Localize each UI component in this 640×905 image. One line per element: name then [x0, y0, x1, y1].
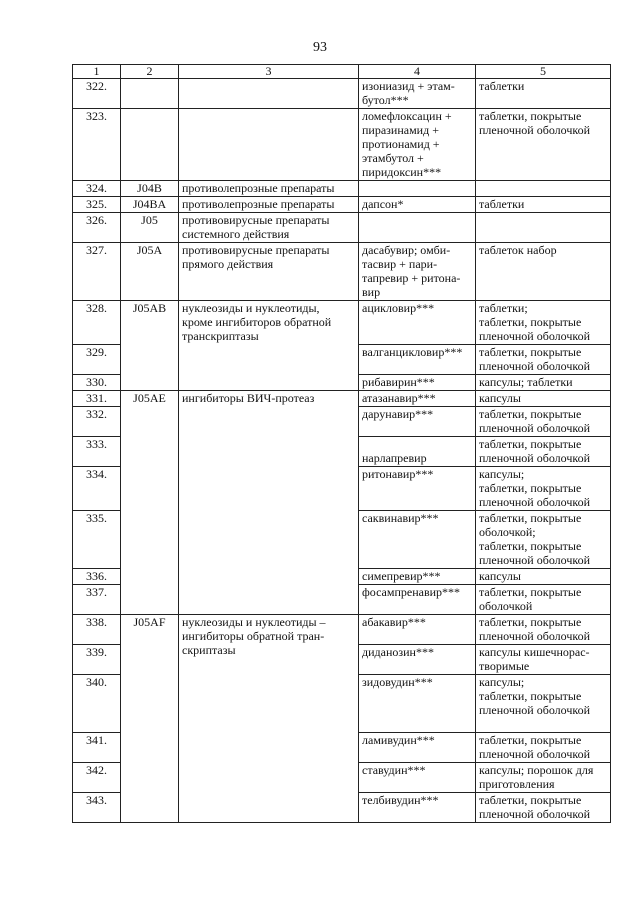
- cell-line: рибавирин***: [362, 375, 435, 389]
- group-name-cell: [179, 213, 359, 243]
- row-number: 329.: [86, 345, 107, 359]
- cell-line: ломефлоксацин +: [362, 109, 452, 123]
- atc-code: J05AE: [133, 391, 166, 405]
- cell-line: пленочной оболочкой: [479, 451, 591, 465]
- cell-line: вир: [362, 285, 381, 299]
- cell-line: дапсон*: [362, 197, 404, 211]
- table-body: [73, 79, 611, 823]
- group-name-cell: [179, 391, 359, 615]
- row-number: 337.: [86, 585, 107, 599]
- row-number: 331.: [86, 391, 107, 405]
- cell-line: пленочной оболочкой: [479, 123, 591, 137]
- cell-line: ставудин***: [362, 763, 426, 777]
- dosage-form-cell: [476, 675, 611, 733]
- cell-line: скриптазы: [182, 643, 236, 657]
- row-number: 325.: [86, 197, 107, 211]
- table-row: [73, 243, 611, 301]
- medicine-cell: [359, 511, 476, 569]
- row-number: 341.: [86, 733, 107, 747]
- cell-line: пленочной оболочкой: [479, 329, 591, 343]
- row-number-cell: [73, 243, 121, 301]
- row-number-cell: [73, 79, 121, 109]
- dosage-form-cell: [476, 79, 611, 109]
- dosage-form-cell: [476, 645, 611, 675]
- row-number: 330.: [86, 375, 107, 389]
- cell-line: таблетки, покрытые: [479, 733, 582, 747]
- row-number: 324.: [86, 181, 107, 195]
- cell-line: пиридоксин***: [362, 165, 442, 179]
- group-name-cell: [179, 243, 359, 301]
- atc-code-cell: [121, 243, 179, 301]
- medicine-cell: [359, 197, 476, 213]
- group-name-cell: [179, 109, 359, 181]
- cell-line: таблетки: [479, 197, 525, 211]
- cell-line: таблетки, покрытые: [479, 539, 582, 553]
- cell-line: зидовудин***: [362, 675, 433, 689]
- medicine-cell: [359, 437, 476, 467]
- medicine-cell: [359, 181, 476, 197]
- cell-line: капсулы: [479, 569, 521, 583]
- atc-code-cell: [121, 391, 179, 615]
- medicine-cell: [359, 733, 476, 763]
- dosage-form-cell: [476, 467, 611, 511]
- row-number-cell: [73, 407, 121, 437]
- table-row: [73, 79, 611, 109]
- dosage-form-cell: [476, 197, 611, 213]
- medicine-cell: [359, 407, 476, 437]
- cell-line: пленочной оболочкой: [479, 747, 591, 761]
- dosage-form-cell: [476, 793, 611, 823]
- dosage-form-cell: [476, 407, 611, 437]
- cell-line: противовирусные препараты: [182, 213, 330, 227]
- table-row: [73, 301, 611, 345]
- cell-line: таблетки, покрытые: [479, 585, 582, 599]
- medicine-cell: [359, 109, 476, 181]
- row-number: 343.: [86, 793, 107, 807]
- dosage-form-cell: [476, 615, 611, 645]
- dosage-form-cell: [476, 301, 611, 345]
- cell-line: этамбутол +: [362, 151, 424, 165]
- atc-code-cell: [121, 181, 179, 197]
- atc-code-cell: [121, 615, 179, 823]
- cell-line: таблетки, покрытые: [479, 437, 582, 451]
- row-number: 327.: [86, 243, 107, 257]
- dosage-form-cell: [476, 391, 611, 407]
- cell-line: телбивудин***: [362, 793, 439, 807]
- row-number: 340.: [86, 675, 107, 689]
- row-number-cell: [73, 585, 121, 615]
- cell-line: таблетки, покрытые: [479, 345, 582, 359]
- cell-line: таблетки, покрытые: [479, 109, 582, 123]
- medicine-cell: [359, 391, 476, 407]
- cell-line: дасабувир; омби-: [362, 243, 451, 257]
- atc-code: J05AF: [133, 615, 166, 629]
- cell-line: противолепрозные препараты: [182, 181, 335, 195]
- cell-line: пленочной оболочкой: [479, 703, 591, 717]
- cell-line: таблетки, покрытые: [479, 615, 582, 629]
- cell-line: саквинавир***: [362, 511, 439, 525]
- column-header: 5: [476, 65, 611, 79]
- atc-code-cell: [121, 301, 179, 391]
- cell-line: таблетки, покрытые: [479, 315, 582, 329]
- medicine-cell: [359, 243, 476, 301]
- cell-line: тасвир + пари-: [362, 257, 438, 271]
- medicine-cell: [359, 675, 476, 733]
- atc-code-cell: [121, 109, 179, 181]
- cell-line: оболочкой;: [479, 525, 536, 539]
- cell-line: капсулы: [479, 391, 521, 405]
- cell-line: нуклеозиды и нуклеотиды,: [182, 301, 320, 315]
- row-number-cell: [73, 197, 121, 213]
- cell-line: атазанавир***: [362, 391, 436, 405]
- cell-line: таблетки, покрытые: [479, 481, 582, 495]
- column-header: 3: [179, 65, 359, 79]
- dosage-form-cell: [476, 375, 611, 391]
- group-name-cell: [179, 301, 359, 391]
- row-number-cell: [73, 437, 121, 467]
- row-number-cell: [73, 213, 121, 243]
- medicine-cell: [359, 301, 476, 345]
- table-row: [73, 213, 611, 243]
- row-number-cell: [73, 345, 121, 375]
- medicine-cell: [359, 79, 476, 109]
- column-header: 2: [121, 65, 179, 79]
- cell-line: нуклеозиды и нуклеотиды –: [182, 615, 326, 629]
- row-number: 342.: [86, 763, 107, 777]
- cell-line: изониазид + этам-: [362, 79, 455, 93]
- cell-line: ацикловир***: [362, 301, 435, 315]
- cell-line: таблетки, покрытые: [479, 689, 582, 703]
- row-number-cell: [73, 793, 121, 823]
- row-number-cell: [73, 569, 121, 585]
- table-row: [73, 109, 611, 181]
- medicine-cell: [359, 345, 476, 375]
- row-number: 332.: [86, 407, 107, 421]
- row-number: 335.: [86, 511, 107, 525]
- dosage-form-cell: [476, 569, 611, 585]
- cell-line: таблетки, покрытые: [479, 407, 582, 421]
- cell-line: пленочной оболочкой: [479, 553, 591, 567]
- row-number-cell: [73, 391, 121, 407]
- cell-line: таблеток набор: [479, 243, 557, 257]
- row-number-cell: [73, 467, 121, 511]
- cell-line: бутол***: [362, 93, 409, 107]
- cell-line: прямого действия: [182, 257, 274, 271]
- dosage-form-cell: [476, 243, 611, 301]
- row-number: 322.: [86, 79, 107, 93]
- dosage-form-cell: [476, 181, 611, 197]
- cell-line: ингибиторы ВИЧ-протеаз: [182, 391, 315, 405]
- cell-line: валганцикловир***: [362, 345, 463, 359]
- column-header: 1: [73, 65, 121, 79]
- row-number-cell: [73, 615, 121, 645]
- row-number-cell: [73, 733, 121, 763]
- cell-line: нарлапревир: [362, 451, 427, 465]
- medicine-cell: [359, 793, 476, 823]
- row-number: 339.: [86, 645, 107, 659]
- page-number: 93: [313, 40, 327, 55]
- dosage-form-cell: [476, 733, 611, 763]
- dosage-form-cell: [476, 437, 611, 467]
- cell-line: капсулы;: [479, 467, 525, 481]
- row-number-cell: [73, 645, 121, 675]
- cell-line: симепревир***: [362, 569, 441, 583]
- row-number-cell: [73, 375, 121, 391]
- medicine-cell: [359, 763, 476, 793]
- cell-line: протионамид +: [362, 137, 440, 151]
- cell-line: приготовления: [479, 777, 555, 791]
- medicine-cell: [359, 645, 476, 675]
- cell-line: ламивудин***: [362, 733, 435, 747]
- cell-line: пленочной оболочкой: [479, 359, 591, 373]
- cell-line: пленочной оболочкой: [479, 421, 591, 435]
- cell-line: абакавир***: [362, 615, 426, 629]
- table-row: [73, 391, 611, 407]
- cell-line: противолепрозные препараты: [182, 197, 335, 211]
- cell-line: транскриптазы: [182, 329, 259, 343]
- medicines-table: [72, 64, 611, 823]
- row-number-cell: [73, 109, 121, 181]
- table-row: [73, 615, 611, 645]
- medicine-cell: [359, 585, 476, 615]
- cell-line: кроме ингибиторов обратной: [182, 315, 332, 329]
- table-row: [73, 181, 611, 197]
- cell-line: ритонавир***: [362, 467, 434, 481]
- row-number-cell: [73, 675, 121, 733]
- cell-line: пиразинамид +: [362, 123, 439, 137]
- medicine-cell: [359, 467, 476, 511]
- row-number-cell: [73, 511, 121, 569]
- atc-code: J05A: [136, 243, 163, 257]
- atc-code-cell: [121, 197, 179, 213]
- dosage-form-cell: [476, 345, 611, 375]
- row-number: 333.: [86, 437, 107, 451]
- column-header: 4: [359, 65, 476, 79]
- medicine-cell: [359, 569, 476, 585]
- cell-line: капсулы кишечнораc-: [479, 645, 590, 659]
- atc-code-cell: [121, 79, 179, 109]
- dosage-form-cell: [476, 511, 611, 569]
- row-number: 328.: [86, 301, 107, 315]
- cell-line: капсулы; порошок для: [479, 763, 594, 777]
- cell-line: оболочкой: [479, 599, 533, 613]
- cell-line: системного действия: [182, 227, 290, 241]
- cell-line: капсулы; таблетки: [479, 375, 573, 389]
- row-number: 336.: [86, 569, 107, 583]
- row-number: 323.: [86, 109, 107, 123]
- medicine-cell: [359, 375, 476, 391]
- atc-code: J05AB: [132, 301, 167, 315]
- row-number: 338.: [86, 615, 107, 629]
- cell-line: творимые: [479, 659, 530, 673]
- cell-line: тапревир + ритона-: [362, 271, 461, 285]
- atc-code: J05: [141, 213, 158, 227]
- cell-line: таблетки, покрытые: [479, 793, 582, 807]
- dosage-form-cell: [476, 585, 611, 615]
- group-name-cell: [179, 197, 359, 213]
- cell-line: ингибиторы обратной тран-: [182, 629, 325, 643]
- atc-code: J04B: [137, 181, 162, 195]
- row-number-cell: [73, 763, 121, 793]
- cell-line: дарунавир***: [362, 407, 434, 421]
- row-number: 334.: [86, 467, 107, 481]
- dosage-form-cell: [476, 213, 611, 243]
- group-name-cell: [179, 615, 359, 823]
- atc-code: J04BA: [132, 197, 167, 211]
- dosage-form-cell: [476, 763, 611, 793]
- table-row: [73, 197, 611, 213]
- cell-line: фосампренавир***: [362, 585, 461, 599]
- cell-line: таблетки, покрытые: [479, 511, 582, 525]
- atc-code-cell: [121, 213, 179, 243]
- medicine-cell: [359, 615, 476, 645]
- group-name-cell: [179, 181, 359, 197]
- cell-line: капсулы;: [479, 675, 525, 689]
- group-name-cell: [179, 79, 359, 109]
- cell-line: противовирусные препараты: [182, 243, 330, 257]
- cell-line: пленочной оболочкой: [479, 807, 591, 821]
- cell-line: пленочной оболочкой: [479, 495, 591, 509]
- row-number-cell: [73, 301, 121, 345]
- row-number: 326.: [86, 213, 107, 227]
- cell-line: диданозин***: [362, 645, 434, 659]
- cell-line: таблетки;: [479, 301, 528, 315]
- cell-line: таблетки: [479, 79, 525, 93]
- medicine-cell: [359, 213, 476, 243]
- cell-line: пленочной оболочкой: [479, 629, 591, 643]
- row-number-cell: [73, 181, 121, 197]
- dosage-form-cell: [476, 109, 611, 181]
- header-row: [73, 65, 611, 79]
